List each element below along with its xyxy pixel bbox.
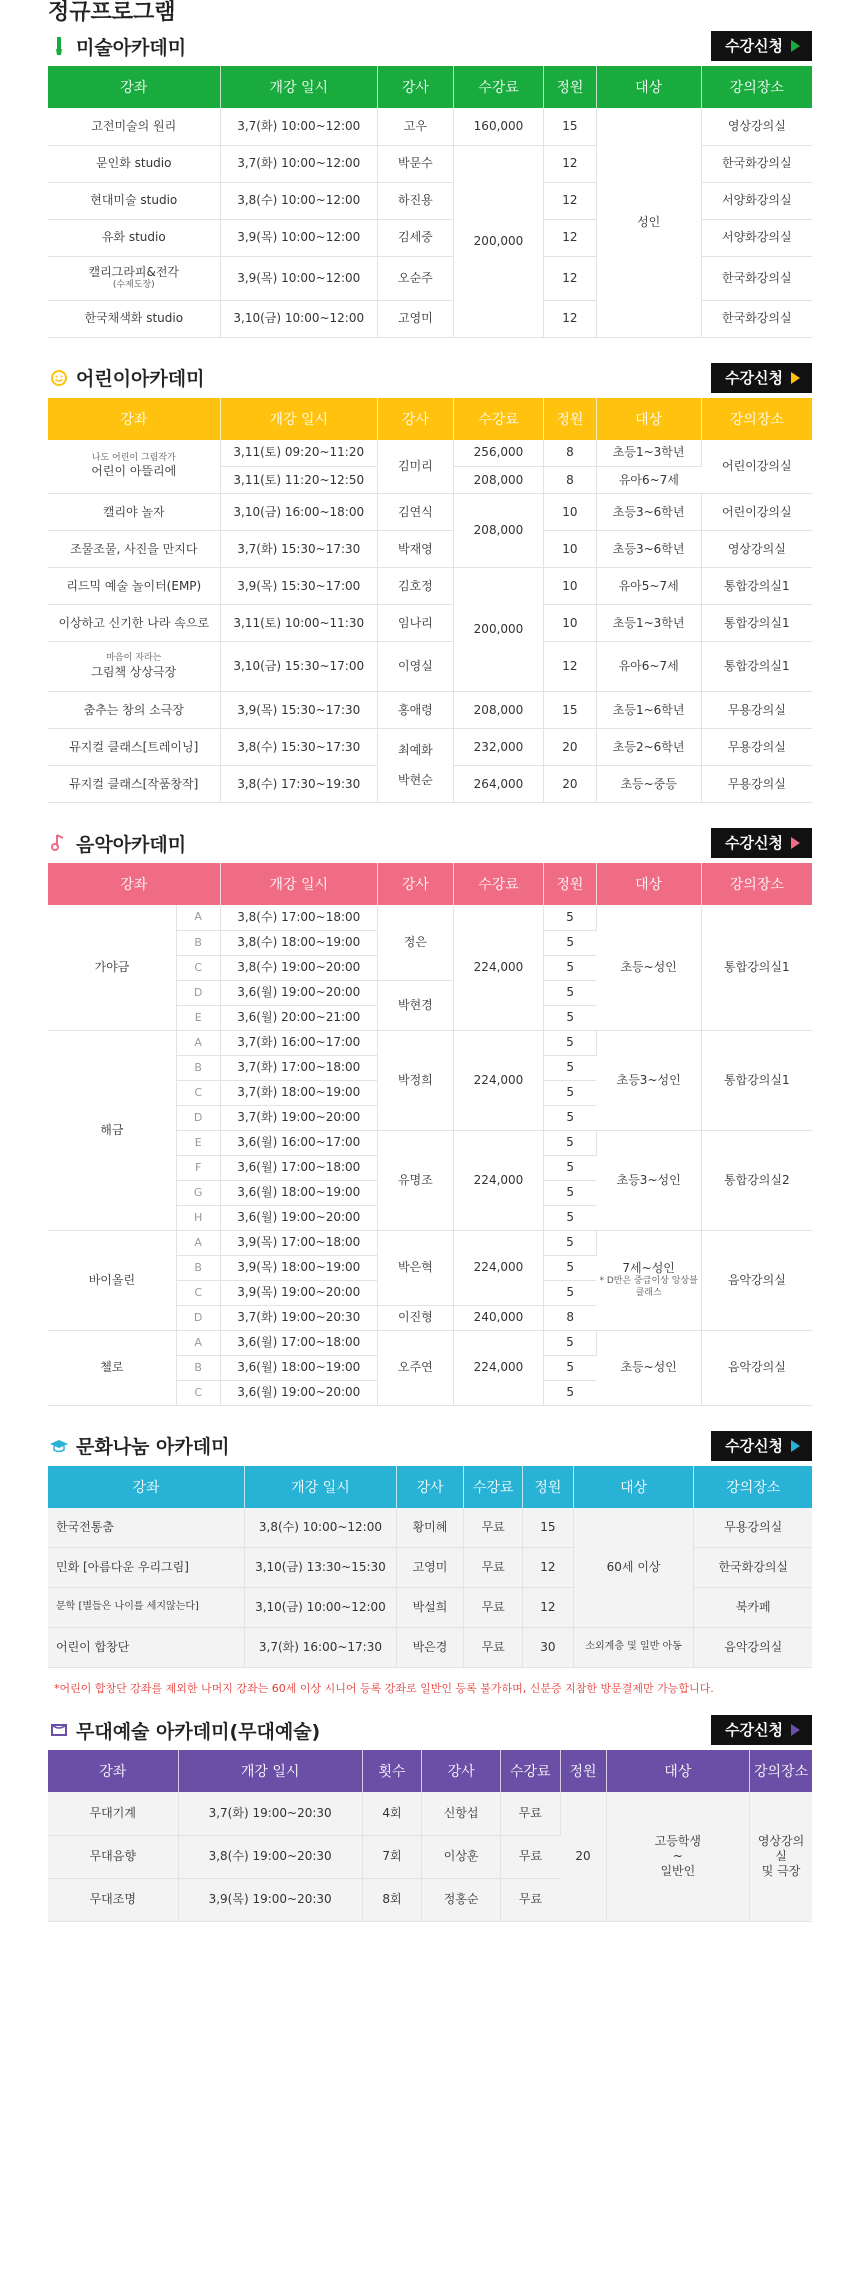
column-header: 강사 [377, 863, 453, 905]
music-apply-button[interactable]: 수강신청 [711, 828, 812, 858]
arrow-right-icon [791, 837, 800, 849]
table-row: 문학 [별들은 나이를 세지않는다] 3,10(금) 10:00~12:00 박설희 무료 12 북카페 [48, 1588, 812, 1628]
music-section-title: 음악아카데미 [76, 833, 187, 856]
column-header: 대상 [606, 1750, 750, 1792]
column-header: 강좌 [48, 1466, 245, 1508]
column-header: 수강료 [500, 1750, 560, 1792]
table-row: C 3,6(월) 19:00~20:00 5 [48, 1380, 812, 1405]
table-row: F 3,6(월) 17:00~18:00 5 [48, 1155, 812, 1180]
brush-icon [48, 35, 70, 57]
table-row: 캘리그라피&전각 (수제도장) 3,9(목) 10:00~12:00 오순주 12 한국화강의실 [48, 256, 812, 300]
column-header: 강좌 [48, 66, 220, 108]
stage-icon [48, 1719, 70, 1741]
column-header: 개강 일시 [220, 66, 377, 108]
culture-table [48, 1466, 812, 1669]
column-header: 강좌 [48, 863, 220, 905]
stage-apply-button[interactable]: 수강신청 [711, 1715, 812, 1745]
table-row: B 3,8(수) 18:00~19:00 5 [48, 930, 812, 955]
table-row: 이상하고 신기한 나라 속으로 3,11(토) 10:00~11:30 임나리 10 초등1~3학년 통합강의실1 [48, 605, 812, 642]
table-row: E 3,6(월) 20:00~21:00 5 [48, 1005, 812, 1030]
kids-section-header [48, 358, 812, 398]
music-note-icon [48, 832, 70, 854]
table-row: C 3,9(목) 19:00~20:00 5 [48, 1280, 812, 1305]
art-target: 성인 [596, 108, 701, 337]
arrow-right-icon [791, 40, 800, 52]
smile-icon [48, 367, 70, 389]
column-header: 대상 [596, 398, 701, 440]
table-row: 첼로 A 3,6(월) 17:00~18:00 오주연 224,000 5 초등~성인 음악강의실 [48, 1330, 812, 1355]
column-header: 수강료 [453, 398, 543, 440]
table-row: 현대미술 studio 3,8(수) 10:00~12:00 하진용 12 서양화강의실 [48, 182, 812, 219]
column-header: 강의장소 [726, 1479, 781, 1496]
music-table [48, 863, 812, 1406]
column-header: 대상 [573, 1466, 694, 1508]
table-row: 캘리야 놀자 3,10(금) 16:00~18:00 김연식 208,000 10 초등3~6학년 어린이강의실 [48, 494, 812, 531]
column-header: 개강 일시 [220, 863, 377, 905]
column-header: 강사 [377, 398, 453, 440]
stage-section-header [48, 1710, 812, 1750]
table-row: 바이올린 A 3,9(목) 17:00~18:00 박은혁 224,000 5 7세~성인 * D반은 중급이상 앙상블 클래스 음악강의실 [48, 1230, 812, 1255]
column-header: 강의장소 [729, 411, 784, 428]
column-header: 강좌 [48, 1750, 178, 1792]
table-row: D 3,6(월) 19:00~20:00 박현경 5 [48, 980, 812, 1005]
table-row: D 3,7(화) 19:00~20:00 5 [48, 1105, 812, 1130]
kids-section-title: 어린이아카데미 [76, 368, 205, 390]
column-header: 강의장소 [754, 1764, 809, 1780]
column-header: 정원 [544, 398, 596, 440]
art-section-title: 미술아카데미 [76, 36, 187, 59]
table-row: 춤추는 창의 소극장 3,9(목) 15:30~17:30 홍애령 208,000 15 초등1~6학년 무용강의실 [48, 692, 812, 729]
table-row: 무대음향 3,8(수) 19:00~20:30 7회 이상훈 무료 [48, 1835, 812, 1878]
arrow-right-icon [791, 1440, 800, 1452]
table-row: 어린이 합창단 3,7(화) 16:00~17:30 박은경 무료 30 소외계층 및 일반 아동 음악강의실 [48, 1628, 812, 1668]
art-table [48, 66, 812, 338]
table-row: C 3,8(수) 19:00~20:00 5 [48, 955, 812, 980]
table-row: 마음이 자라는 그림책 상상극장 3,10(금) 15:30~17:00 이영실 12 유아6~7세 통합강의실1 [48, 642, 812, 692]
column-header: 강사 [396, 1466, 463, 1508]
art-fee-group: 200,000 [453, 145, 543, 337]
table-row: 문인화 studio 3,7(화) 10:00~12:00 박문수 200,000 12 한국화강의실 [48, 145, 812, 182]
table-row: 무대조명 3,9(목) 19:00~20:30 8회 정홍순 무료 [48, 1878, 812, 1921]
table-row: H 3,6(월) 19:00~20:00 5 [48, 1205, 812, 1230]
kids-table [48, 398, 812, 804]
table-row: 조물조물, 사진을 만지다 3,7(화) 15:30~17:30 박재영 10 초등3~6학년 영상강의실 [48, 531, 812, 568]
kids-apply-button[interactable]: 수강신청 [711, 363, 812, 393]
column-header: 개강 일시 [178, 1750, 362, 1792]
table-row: B 3,6(월) 18:00~19:00 5 [48, 1355, 812, 1380]
graduation-cap-icon [48, 1435, 70, 1457]
table-row: D 3,7(화) 19:00~20:30 이진형 240,000 8 [48, 1305, 812, 1330]
table-row: B 3,7(화) 17:00~18:00 5 [48, 1055, 812, 1080]
table-row: 유화 studio 3,9(목) 10:00~12:00 김세중 12 서양화강의실 [48, 219, 812, 256]
column-header: 횟수 [362, 1750, 422, 1792]
column-header: 수강료 [453, 66, 543, 108]
table-row: 뮤지컬 클래스[작품창작] 3,8(수) 17:30~19:30 264,000 20 초등~중등 무용강의실 [48, 766, 812, 803]
column-header: 강사 [422, 1750, 501, 1792]
stage-table [48, 1750, 812, 1922]
table-row: 뮤지컬 클래스[트레이닝] 3,8(수) 15:30~17:30 최예화 박현순 232,000 20 초등2~6학년 무용강의실 [48, 729, 812, 766]
art-apply-button[interactable]: 수강신청 [711, 31, 812, 61]
column-header: 대상 [596, 66, 701, 108]
column-header: 강의장소 [729, 877, 784, 893]
column-header: 강의장소 [729, 80, 784, 96]
column-header: 정원 [560, 1750, 606, 1792]
column-header: 정원 [523, 1466, 574, 1508]
culture-note: *어린이 합창단 강좌를 제외한 나머지 강좌는 60세 이상 시니어 등록 강좌로 일반인 등록 불가하며, 신분증 지참한 방문결제만 가능합니다. [54, 1682, 714, 1695]
culture-section-header [48, 1426, 812, 1466]
table-row: B 3,9(목) 18:00~19:00 5 [48, 1255, 812, 1280]
column-header: 강좌 [48, 398, 220, 440]
arrow-right-icon [791, 372, 800, 384]
arrow-right-icon [791, 1724, 800, 1736]
table-row: 한국전통춤 3,8(수) 10:00~12:00 황미혜 무료 15 60세 이상 무용강의실 [48, 1508, 812, 1548]
music-section-header [48, 823, 812, 863]
column-header: 정원 [544, 863, 596, 905]
column-header: 강사 [377, 66, 453, 108]
page-title: 정규프로그램 [48, 0, 176, 25]
table-row: 나도 어린이 그림작가 어린이 아뜰리에 3,11(토) 09:20~11:20 김미리 256,000 8 초등1~3학년 어린이강의실 [48, 440, 812, 467]
culture-section-title: 문화나눔 아카데미 [76, 1436, 230, 1458]
table-row: 무대기계 3,7(화) 19:00~20:30 4회 신항섭 무료 20 고등학생 ~ 일반인 영상강의실 및 극장 [48, 1792, 812, 1835]
art-section-header [48, 26, 812, 66]
table-row: E 3,6(월) 16:00~17:00 유명조 224,000 5 초등3~성인 통합강의실2 [48, 1130, 812, 1155]
table-row: G 3,6(월) 18:00~19:00 5 [48, 1180, 812, 1205]
table-row: 3,11(토) 11:20~12:50 208,000 8 유아6~7세 [48, 467, 812, 494]
stage-section-title: 무대예술 아카데미(무대예술) [76, 1720, 321, 1743]
culture-apply-button[interactable]: 수강신청 [711, 1431, 812, 1461]
column-header: 정원 [544, 66, 596, 108]
table-row: C 3,7(화) 18:00~19:00 5 [48, 1080, 812, 1105]
table-row: 가야금 A 3,8(수) 17:00~18:00 정은 224,000 5 초등~성인 통합강의실1 [48, 905, 812, 930]
table-row: 민화 [아름다운 우리그림] 3,10(금) 13:30~15:30 고영미 무료 12 한국화강의실 [48, 1548, 812, 1588]
column-header: 수강료 [453, 863, 543, 905]
table-row: 한국채색화 studio 3,10(금) 10:00~12:00 고영미 12 한국화강의실 [48, 300, 812, 337]
column-header: 개강 일시 [220, 398, 377, 440]
column-header: 수강료 [464, 1466, 523, 1508]
table-row: 고전미술의 원리 3,7(화) 10:00~12:00 고우 160,000 15 성인 영상강의실 [48, 108, 812, 145]
column-header: 개강 일시 [245, 1466, 397, 1508]
column-header: 대상 [596, 863, 701, 905]
culture-target: 60세 이상 [573, 1508, 694, 1628]
table-row: 리드믹 예술 놀이터(EMP) 3,9(목) 15:30~17:00 김호정 200,000 10 유아5~7세 통합강의실1 [48, 568, 812, 605]
table-row: 해금 A 3,7(화) 16:00~17:00 박정희 224,000 5 초등3~성인 통합강의실1 [48, 1030, 812, 1055]
